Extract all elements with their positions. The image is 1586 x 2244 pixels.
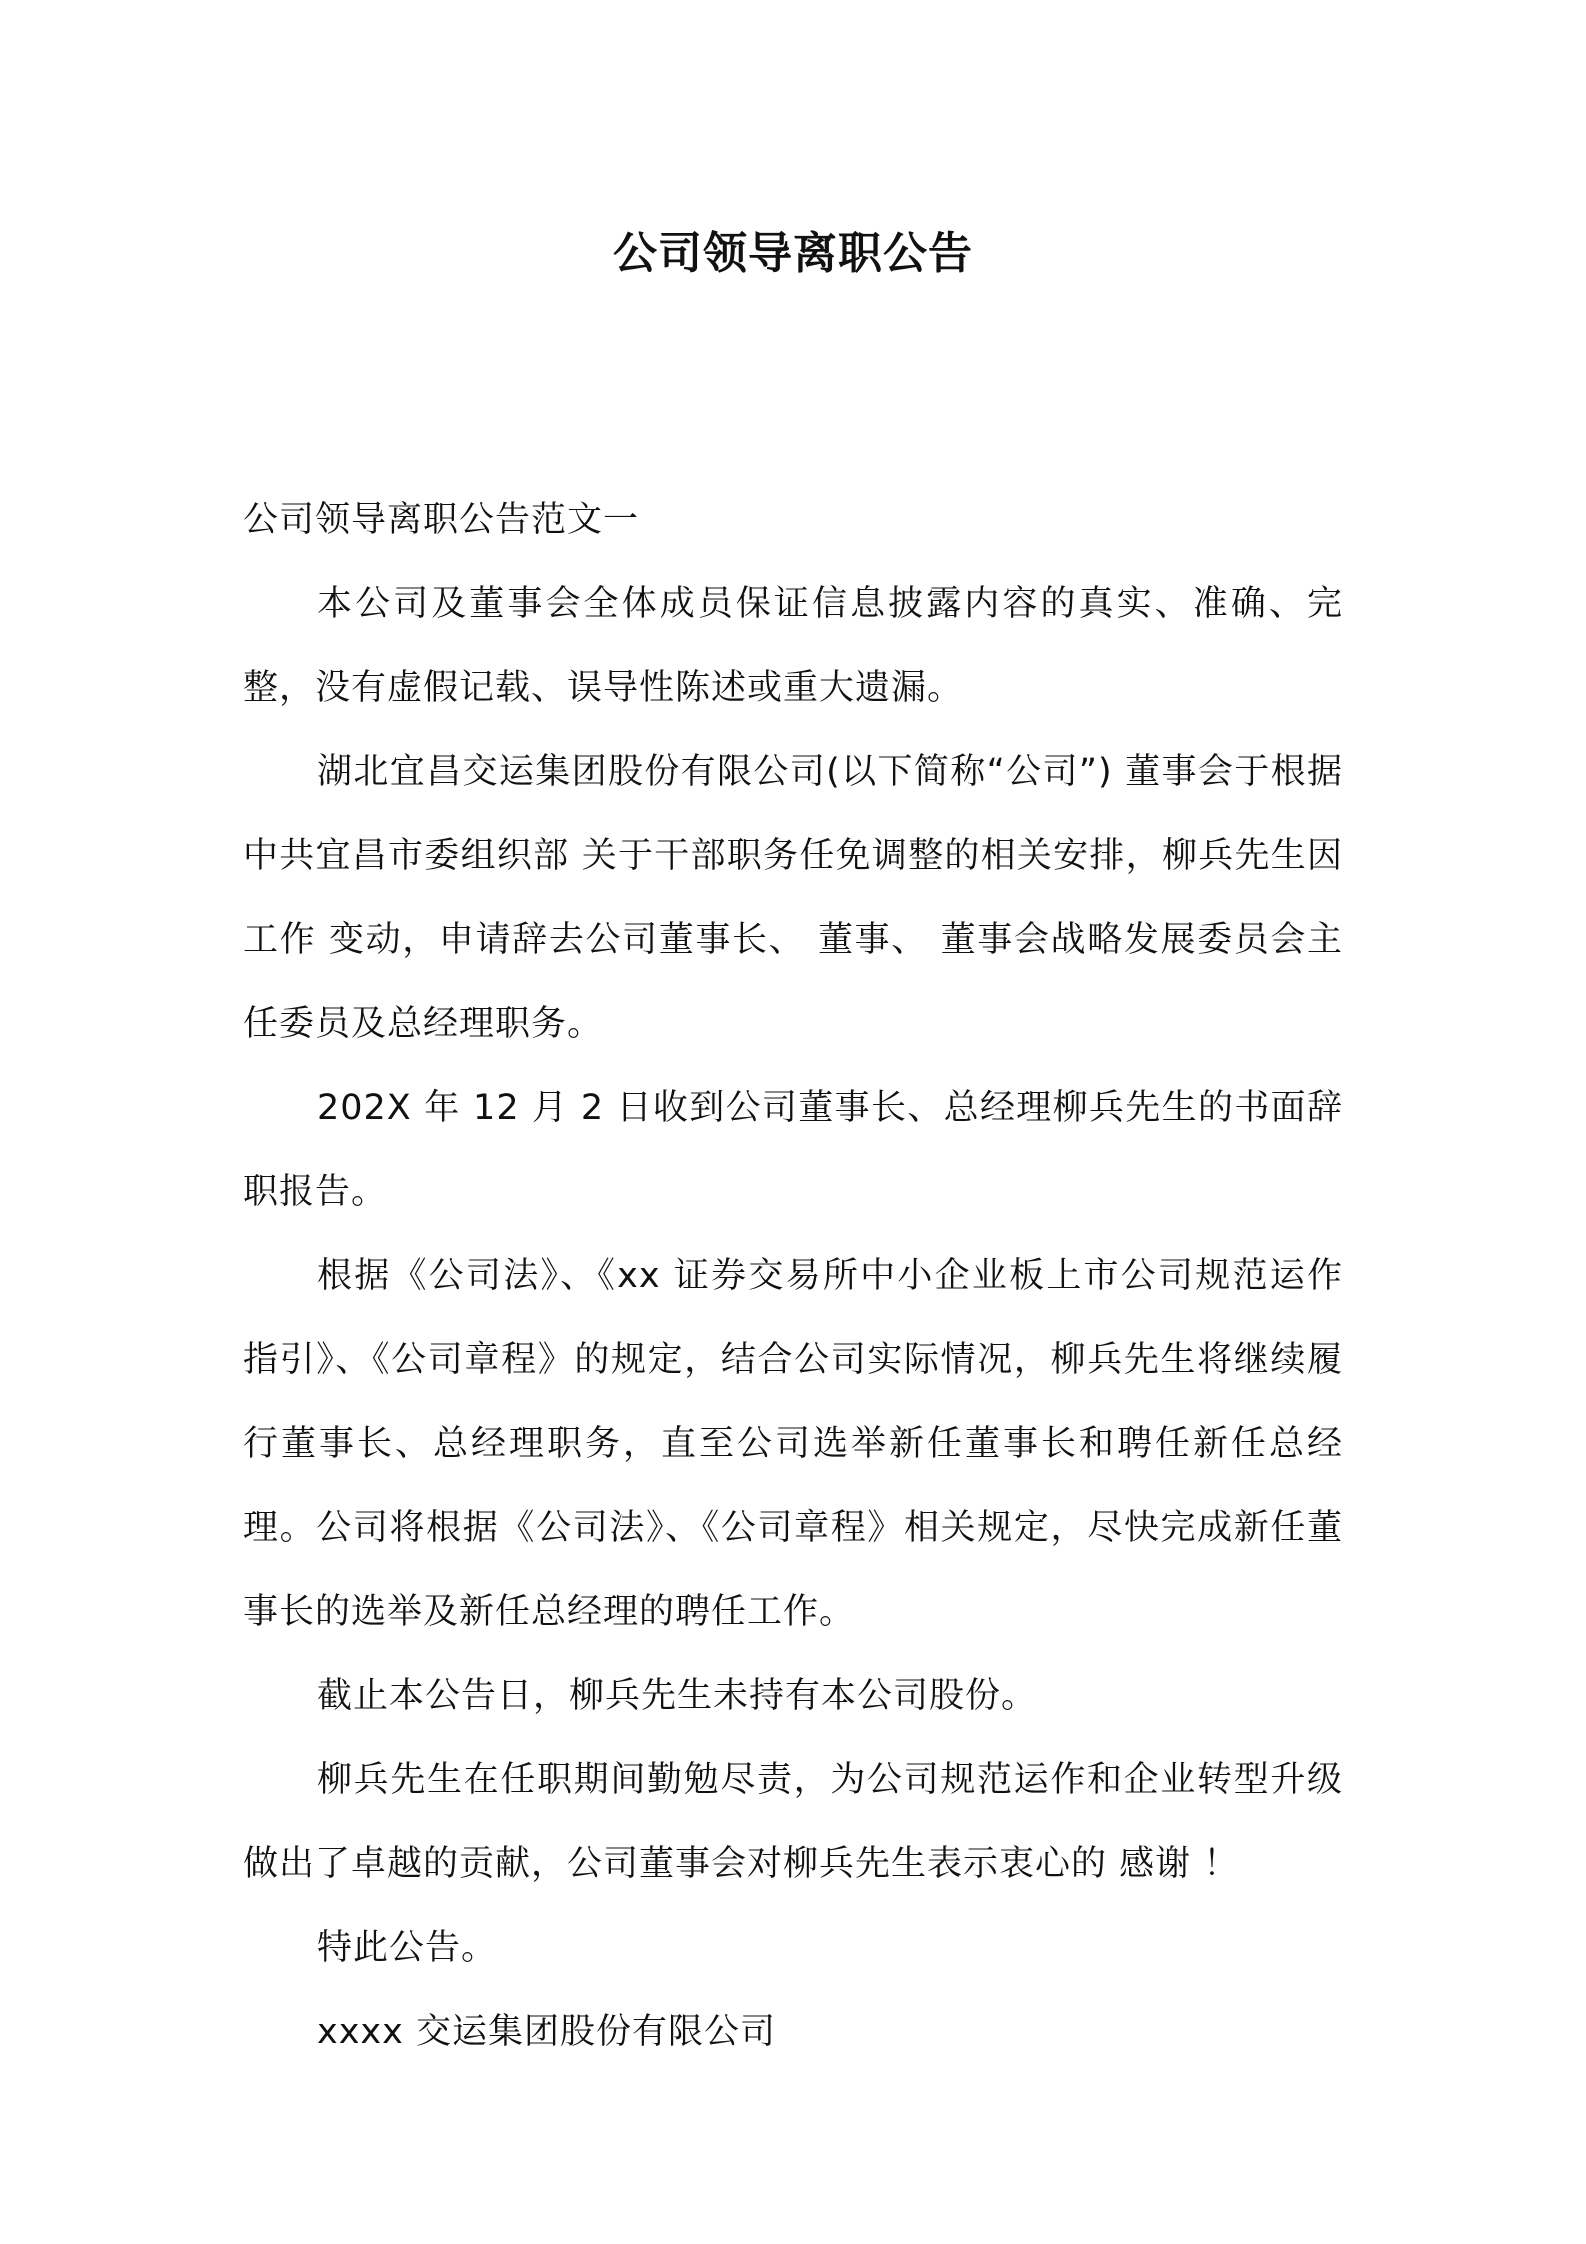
paragraph-resignation-reason: 湖北宜昌交运集团股份有限公司(以下简称“公司”) 董事会于根据 中共宜昌市委组织部 关于干部职务任免调整的相关安排，柳兵先生因工作 变动，申请辞去公司董事长、 董事、 董事会战略发展委员会主任委员及总经理职务。 (243, 752, 1343, 1044)
paragraph-regulations: 根据《公司法》、《xx 证券交易所中小企业板上市公司规范运作指引》、《公司章程》的规定，结合公司实际情况，柳兵先生将继续履行董事长、总经理职务，直至公司选举新任董事长和聘任新任总经理。公司将根据《公司法》、《公司章程》相关规定，尽快完成新任董事长的选举及新任总经理的聘任工作。 (243, 1256, 1343, 1632)
paragraph-thanks: 柳兵先生在任职期间勤勉尽责，为公司规范运作和企业转型升级做出了卓越的贡献，公司董事会对柳兵先生表示衷心的 感谢 ！ (243, 1760, 1343, 1884)
paragraph-received-date: 202X 年 12 月 2 日收到公司董事长、总经理柳兵先生的书面辞职报告。 (243, 1088, 1343, 1212)
paragraph-closing: 特此公告。 (317, 1928, 498, 1968)
document-body (243, 478, 1343, 2074)
paragraph-company-signature: xxxx 交运集团股份有限公司 (317, 2012, 776, 2052)
paragraph-shareholding: 截止本公告日，柳兵先生未持有本公司股份。 (317, 1676, 1038, 1716)
paragraph-statement: 本公司及董事会全体成员保证信息披露内容的真实、准确、完整，没有虚假记载、误导性陈述或重大遗漏。 (243, 584, 1343, 708)
document-title: 公司领导离职公告 (613, 228, 973, 279)
document-subtitle: 公司领导离职公告范文一 (243, 500, 640, 540)
